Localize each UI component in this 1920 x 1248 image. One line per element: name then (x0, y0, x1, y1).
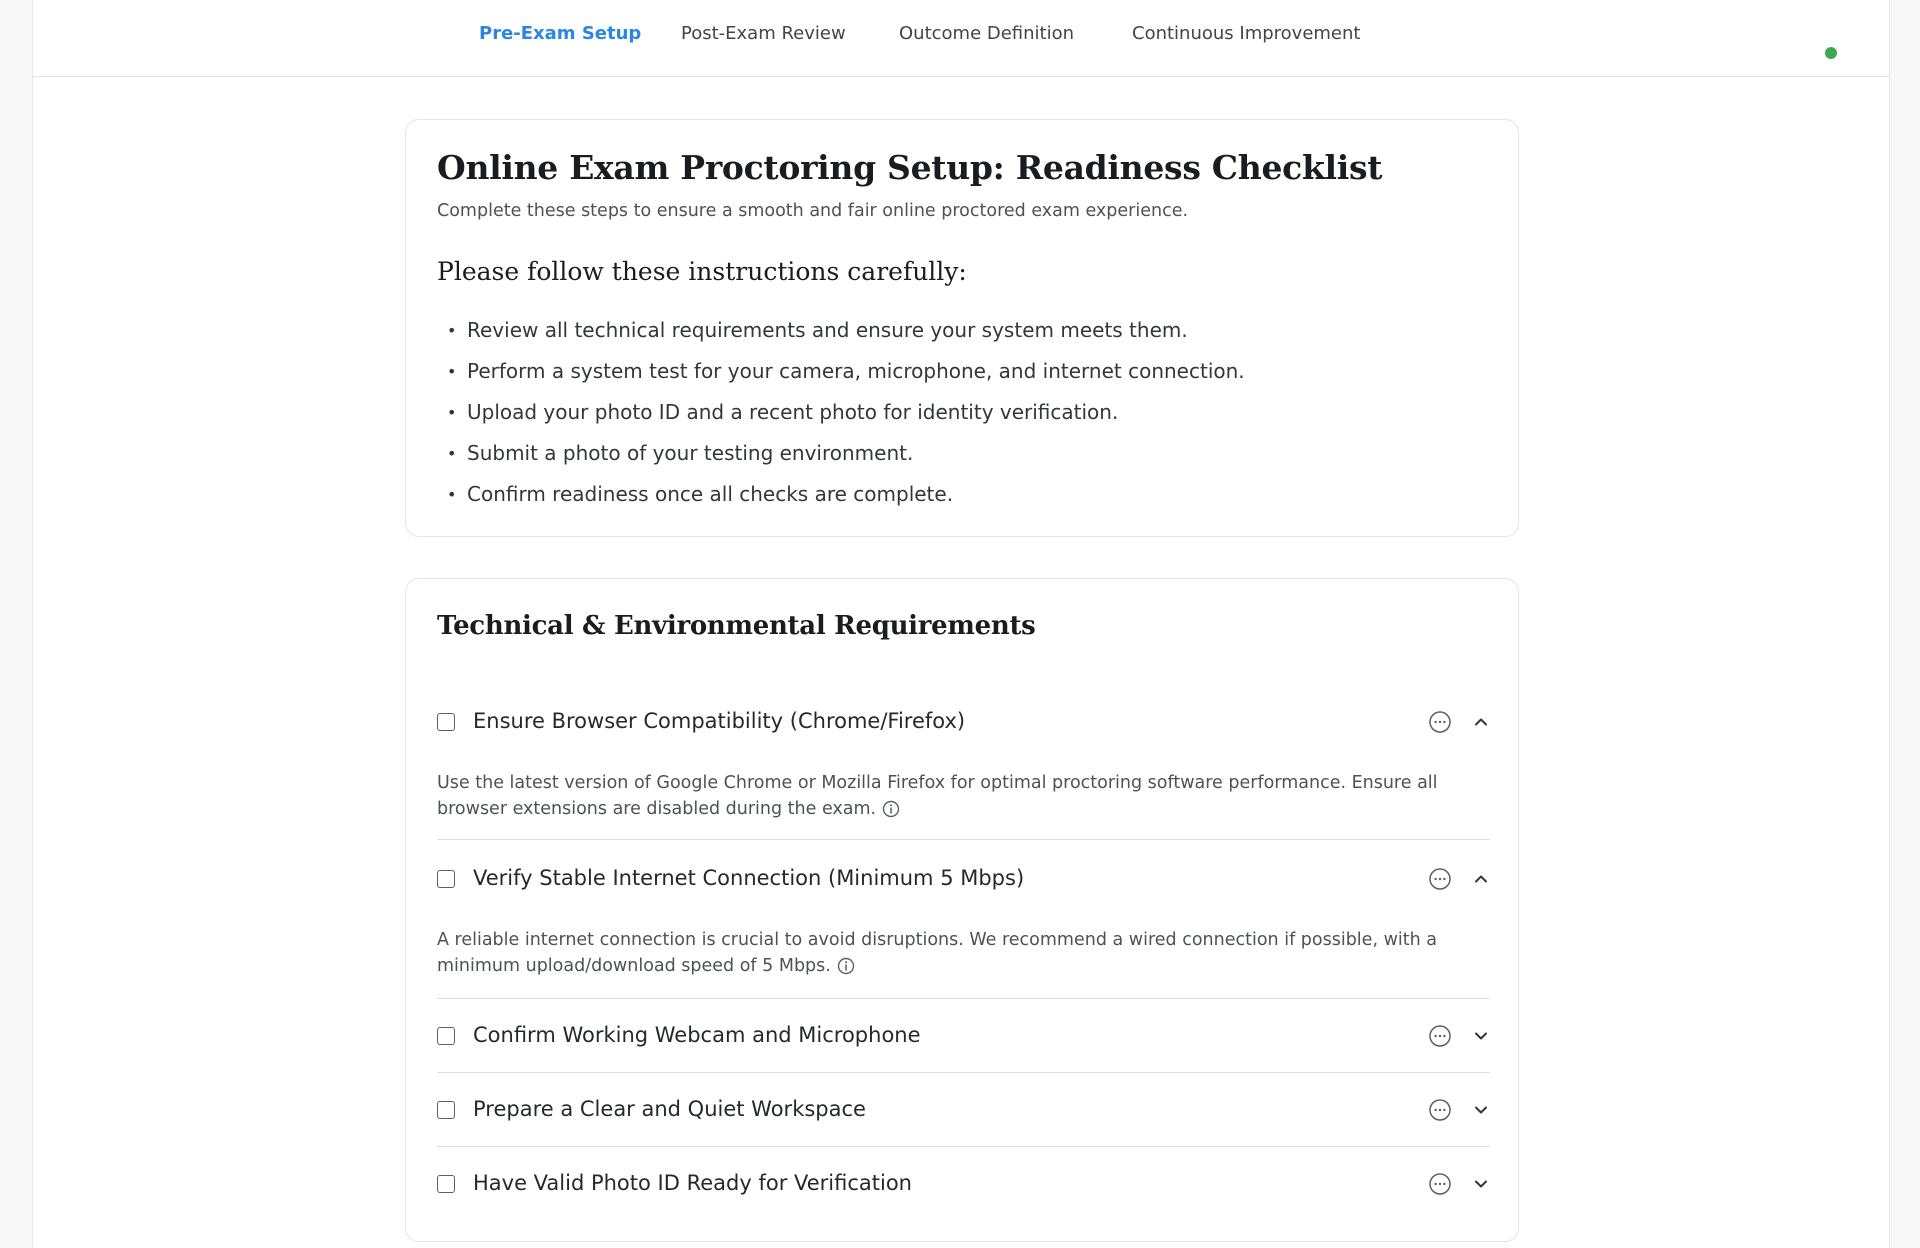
checklist-item-header[interactable] (437, 1147, 1490, 1220)
checklist-item-label: Verify Stable Internet Connection (Minimum 5 Mbps) (473, 866, 1025, 890)
checklist-item-description: A reliable internet connection is crucial to avoid disruptions. We recommend a wired connection if possible, with a minimum upload/download speed of 5 Mbps. (437, 930, 1437, 976)
checklist-item-header[interactable] (437, 999, 1490, 1072)
instructions-list (437, 310, 1245, 515)
tab-post-exam-review[interactable]: Post-Exam Review (681, 23, 846, 44)
more-options-icon[interactable] (1428, 1172, 1452, 1196)
app-frame (32, 0, 1890, 1248)
online-status-indicator (1825, 47, 1837, 59)
instructions-heading: Please follow these instructions carefully: (437, 257, 967, 286)
checklist-item-browser-compatibility (437, 685, 1490, 840)
readiness-intro-card (405, 119, 1519, 537)
checklist-checkbox[interactable] (437, 1101, 455, 1119)
chevron-up-icon[interactable] (1472, 713, 1490, 731)
chevron-down-icon[interactable] (1472, 1101, 1490, 1119)
checklist-item-header[interactable] (437, 842, 1490, 915)
checklist-item-workspace (437, 1073, 1490, 1147)
checklist-item-label: Have Valid Photo ID Ready for Verification (473, 1171, 912, 1195)
more-options-icon[interactable] (1428, 710, 1452, 734)
tab-continuous-improvement[interactable]: Continuous Improvement (1132, 23, 1361, 44)
top-navigation (33, 0, 1889, 77)
instruction-item: • Submit a photo of your testing environment. (437, 433, 1245, 474)
checklist-checkbox[interactable] (437, 1175, 455, 1193)
checklist-checkbox[interactable] (437, 1027, 455, 1045)
checklist-item-label: Ensure Browser Compatibility (Chrome/Firefox) (473, 709, 966, 733)
more-options-icon[interactable] (1428, 1098, 1452, 1122)
info-icon[interactable] (882, 800, 900, 818)
tab-pre-exam-setup[interactable]: Pre-Exam Setup (479, 23, 642, 44)
chevron-down-icon[interactable] (1472, 1175, 1490, 1193)
checklist-item-header[interactable] (437, 1073, 1490, 1146)
requirements-card (405, 578, 1519, 1242)
instruction-item: • Review all technical requirements and ensure your system meets them. (437, 310, 1245, 351)
checklist-item-webcam-microphone (437, 999, 1490, 1073)
info-icon[interactable] (837, 957, 855, 975)
checklist-item-description: Use the latest version of Google Chrome or Mozilla Firefox for optimal proctoring software performance. Ensure all browser extensions are disabled during the exam. (437, 773, 1438, 819)
checklist-item-label: Confirm Working Webcam and Microphone (473, 1023, 921, 1047)
chevron-down-icon[interactable] (1472, 1027, 1490, 1045)
requirements-title: Technical & Environmental Requirements (437, 611, 1036, 641)
checklist-item-photo-id (437, 1147, 1490, 1220)
checklist-checkbox[interactable] (437, 870, 455, 888)
checklist-item-header[interactable] (437, 685, 1490, 758)
more-options-icon[interactable] (1428, 1024, 1452, 1048)
instruction-item: • Confirm readiness once all checks are complete. (437, 474, 1245, 515)
checklist-item-internet-connection (437, 842, 1490, 999)
checklist-checkbox[interactable] (437, 713, 455, 731)
instruction-item: • Upload your photo ID and a recent photo for identity verification. (437, 392, 1245, 433)
page-title: Online Exam Proctoring Setup: Readiness Checklist (437, 148, 1383, 187)
chevron-up-icon[interactable] (1472, 870, 1490, 888)
more-options-icon[interactable] (1428, 867, 1452, 891)
instruction-item: • Perform a system test for your camera, microphone, and internet connection. (437, 351, 1245, 392)
checklist-item-label: Prepare a Clear and Quiet Workspace (473, 1097, 866, 1121)
page-subtitle: Complete these steps to ensure a smooth and fair online proctored exam experience. (437, 201, 1189, 221)
tab-outcome-definition[interactable]: Outcome Definition (899, 23, 1075, 44)
